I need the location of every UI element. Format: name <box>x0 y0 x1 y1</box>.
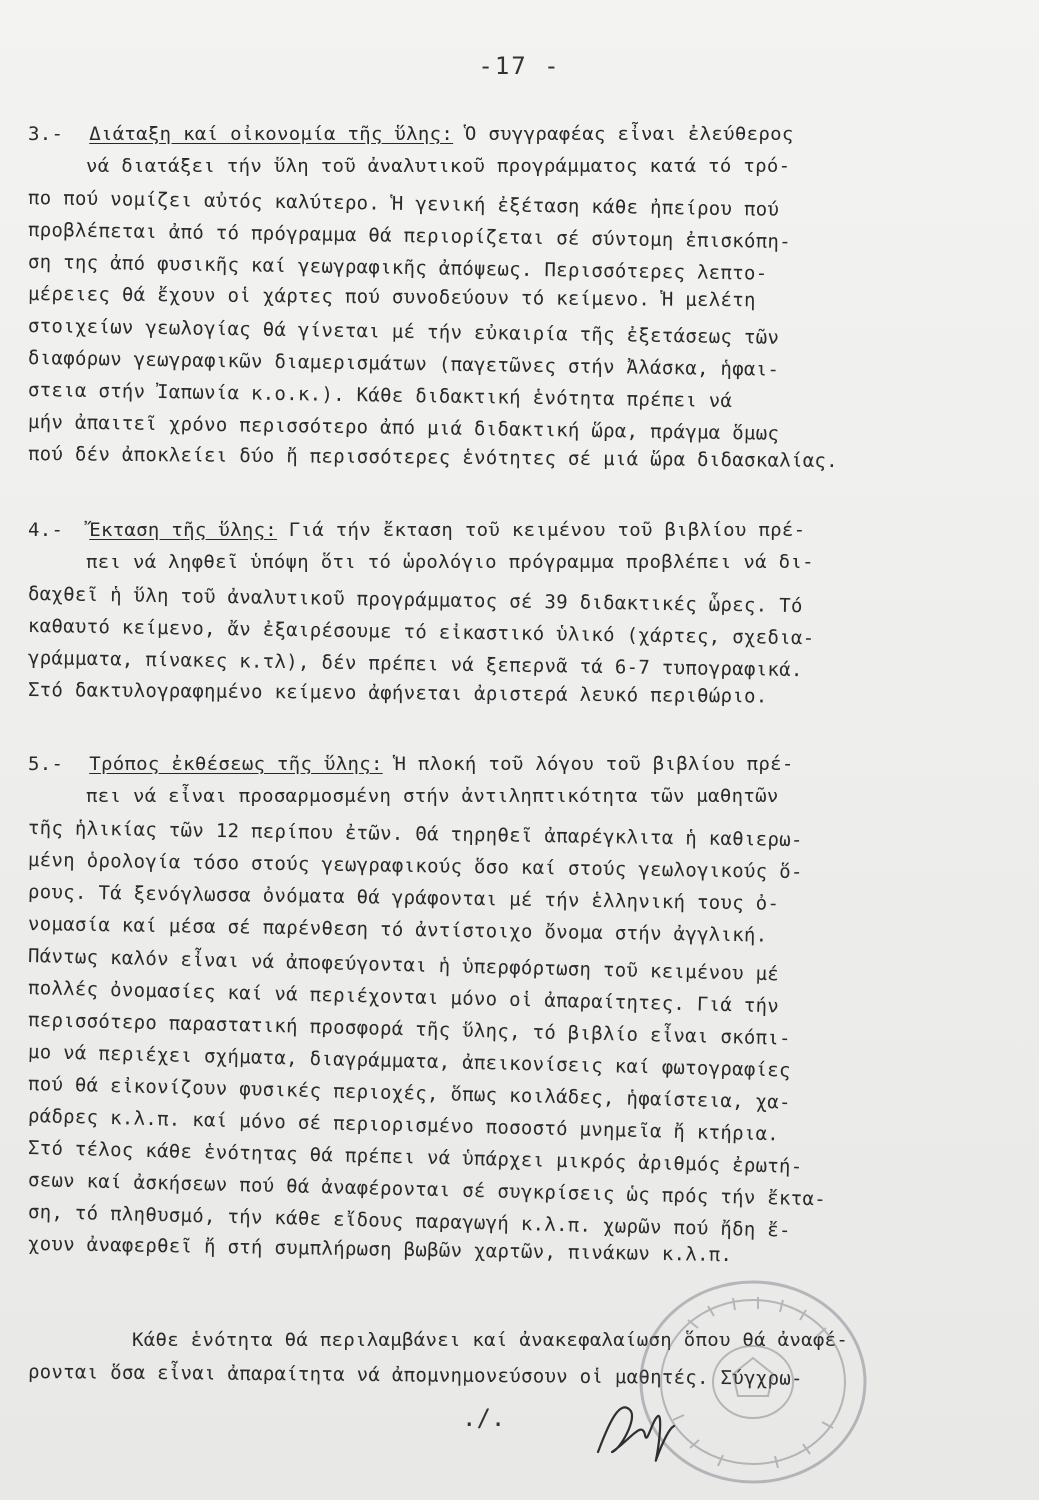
text-line: καθαυτό κείμενο, ἄν ἐξαιρέσουμε τό εἰκαστικό ὑλικό (χάρτες, σχεδια- <box>27 615 815 650</box>
text-line: ρους. Τά ξενόγλωσσα ὀνόματα θά γράφονται μέ τήν ἑλληνική τους ὀ- <box>27 881 780 915</box>
text-line: νομασία καί μέσα σέ παρένθεση τό ἀντίστοιχο ὄνομα στήν ἀγγλική. <box>27 913 768 947</box>
text-line: πο πού νομίζει αὐτός καλύτερο. Ἡ γενική ἐξέταση κάθε ἠπείρου πού <box>27 187 780 221</box>
section-4 <box>28 514 988 706</box>
text-line: Στό δακτυλογραφημένο κείμενο ἀφήνεται ἀριστερά λευκό περιθώριο. <box>27 679 768 708</box>
text-line: Κάθε ἑνότητα θά περιλαμβάνει καί ἀνακεφαλαίωση ὅπου θά ἀναφέ- <box>132 1329 849 1351</box>
section-text: Ἡ πλοκή τοῦ λόγου τοῦ βιβλίου πρέ- <box>394 753 794 775</box>
text-line: ση, τό πληθυσμό, τήν κάθε εἴδους παραγωγή κ.λ.π. χωρῶν πού ἤδη ἔ- <box>27 1201 792 1242</box>
text-line: Στό τέλος κάθε ἑνότητας θά πρέπει νά ὑπάρχει μικρός ἀριθμός ἐρωτή- <box>27 1137 803 1178</box>
section-heading-line <box>28 118 988 150</box>
section-title: Διάταξη καί οἰκονομία τῆς ὕλης: <box>89 123 454 145</box>
text-line: ρονται ὅσα εἶναι ἀπαραίτητα νά ἀπομνημονεύσουν οἱ μαθητές. Σύγχρω- <box>27 1361 803 1390</box>
section-5 <box>27 748 988 1267</box>
text-line: μένη ὁρολογία τόσο στούς γεωγραφικούς ὅσο καί στούς γεωλογικούς ὅ- <box>27 849 803 884</box>
text-line: προβλέπεται ἀπό τό πρόγραμμα θά περιορίζεται σέ σύντομη ἐπισκόπη- <box>27 219 792 253</box>
section-number: 5.- <box>28 753 64 775</box>
text-line: νά διατάξει τήν ὕλη τοῦ ἀναλυτικοῦ προγράμματος κατά τό τρό- <box>86 155 791 177</box>
page-number: -17 - <box>478 52 561 80</box>
text-line: μο νά περιέχει σχήματα, διαγράμματα, ἀπεικονίσεις καί φωτογραφίες <box>27 1041 792 1082</box>
section-number: 3.- <box>28 123 64 145</box>
text-line: τῆς ἡλικίας τῶν 12 περίπου ἐτῶν. Θά τηρηθεῖ ἀπαρέγκλιτα ἡ καθιερω- <box>27 817 803 852</box>
section-text: Γιά τήν ἔκταση τοῦ κειμένου τοῦ βιβλίου πρέ- <box>288 519 806 541</box>
section-text: Ὁ συγγραφέας εἶναι ἐλεύθερος <box>464 123 794 145</box>
text-line: ράδρες κ.λ.π. καί μόνο σέ περιορισμένο ποσοστό μνημεῖα ἤ κτήρια. <box>27 1105 780 1146</box>
text-line: σεων καί ἀσκήσεων πού θά ἀναφέρονται σέ συγκρίσεις ὡς πρός τήν ἔκτα- <box>27 1169 827 1211</box>
text-line: πού δέν ἀποκλείει δύο ἤ περισσότερες ἑνότητες σέ μιά ὥρα διδασκαλίας. <box>27 443 839 473</box>
text-line: μήν ἀπαιτεῖ χρόνο περισσότερο ἀπό μιά διδακτική ὥρα, πράγμα ὅμως <box>27 411 780 445</box>
text-line: Πάντως καλόν εἶναι νά ἀποφεύγονται ἡ ὑπερφόρτωση τοῦ κειμένου μέ <box>27 945 780 986</box>
signature-icon <box>590 1380 680 1470</box>
text-line: μέρειες θά ἔχουν οἱ χάρτες πού συνοδεύουν τό κείμενο. Ἡ μελέτη <box>27 283 756 312</box>
text-line: γράμματα, πίνακες κ.τλ), δέν πρέπει νά ξεπερνᾶ τά 6-7 τυπογραφικά. <box>27 647 803 682</box>
text-line: στοιχείων γεωλογίας θά γίνεται μέ τήν εὐκαιρία τῆς ἐξετάσεως τῶν <box>27 315 780 349</box>
text-line: διαφόρων γεωγραφικῶν διαμερισμάτων (παγετῶνες στήν Ἀλάσκα, ἡφαι- <box>27 347 780 381</box>
section-heading-line <box>28 748 988 780</box>
section-title: Τρόπος ἐκθέσεως τῆς ὕλης: <box>89 753 383 775</box>
section-3 <box>27 118 988 473</box>
text-line: χουν ἀναφερθεῖ ἤ στή συμπλήρωση βωβῶν χαρτῶν, πινάκων κ.λ.π. <box>27 1233 733 1267</box>
text-line: πού θά εἰκονίζουν φυσικές περιοχές, ὅπως κοιλάδες, ἡφαίστεια, χα- <box>27 1073 792 1114</box>
text-line: περισσότερο παραστατική προσφορά τῆς ὕλης, τό βιβλίο εἶναι σκόπι- <box>27 1009 792 1050</box>
section-heading-line <box>28 514 988 546</box>
section-number: 4.- <box>28 519 64 541</box>
text-line: δαχθεῖ ἡ ὕλη τοῦ ἀναλυτικοῦ προγράμματος σέ 39 διδακτικές ὧρες. Τό <box>27 583 803 618</box>
text-line: ση της ἀπό φυσικῆς καί γεωγραφικῆς ἀπόψεως. Περισσότερες λεπτο- <box>27 251 768 285</box>
text-line: στεια στήν Ἰαπωνία κ.ο.κ.). Κάθε διδακτική ἑνότητα πρέπει νά <box>27 379 733 413</box>
continuation-mark: ./. <box>462 1404 506 1432</box>
text-line: πολλές ὀνομασίες καί νά περιέχονται μόνο οἱ ἀπαραίτητες. Γιά τήν <box>27 977 780 1018</box>
section-title: Ἔκταση τῆς ὕλης: <box>89 519 278 541</box>
text-line: πει νά εἶναι προσαρμοσμένη στήν ἀντιληπτικότητα τῶν μαθητῶν <box>86 785 779 807</box>
text-line: πει νά ληφθεῖ ὑπόψη ὅτι τό ὡρολόγιο πρόγραμμα προβλέπει νά δι- <box>86 551 814 573</box>
